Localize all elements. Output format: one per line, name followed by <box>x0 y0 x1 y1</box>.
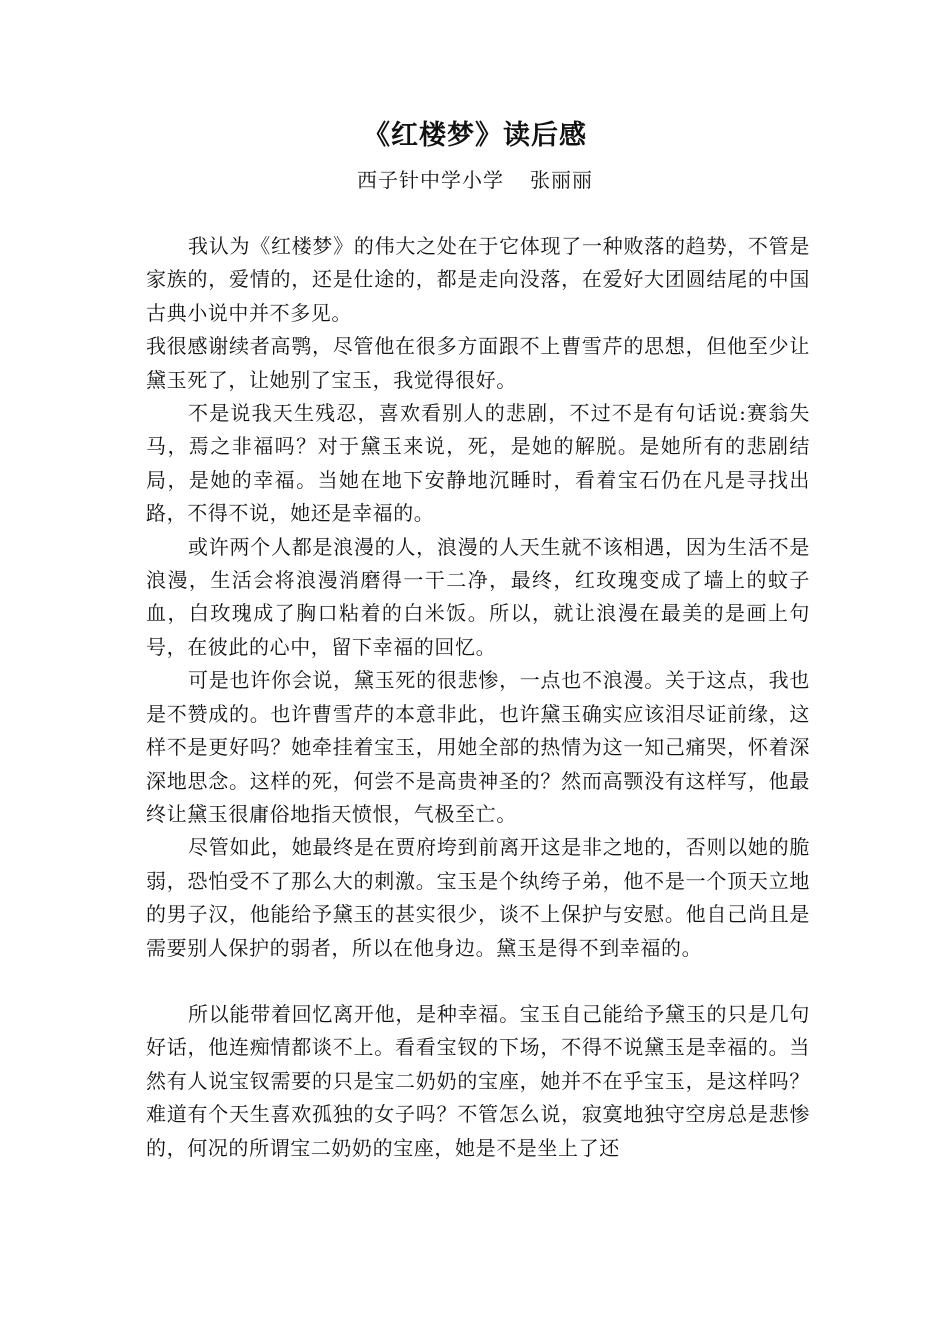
paragraph-5: 可是也许你会说，黛玉死的很悲惨，一点也不浪漫。关于这点，我也是不赞成的。也许曹雪芹的本意非此，也许黛玉确实应该泪尽证前缘，这样不是更好吗？她牵挂着宝玉，用她全部的热情为这一知己痛哭，怀着深深地思念。这样的死，何尝不是高贵神圣的？然而高颚没有这样写，他最终让黛玉很庸俗地指天愤恨，气极至亡。 <box>146 668 810 826</box>
byline <box>0 164 950 196</box>
paragraph-7: 所以能带着回忆离开他，是种幸福。宝玉自己能给予黛玉的只是几句好话，他连痴情都谈不上。看看宝钗的下场，不得不说黛玉是幸福的。当然有人说宝钗需要的只是宝二奶奶的宝座，她并不在乎宝玉，是这样吗？难道有个天生喜欢孤独的女子吗？不管怎么说，寂寞地独守空房总是悲惨的，何况的所谓宝二奶奶的宝座，她是不是坐上了还 <box>146 1001 810 1160</box>
byline-author: 张丽丽 <box>530 168 593 192</box>
paragraph-3: 不是说我天生残忍，喜欢看别人的悲剧，不过不是有句话说:赛翁失马，焉之非福吗？对于黛玉来说，死，是她的解脱。是她所有的悲剧结局，是她的幸福。当她在地下安静地沉睡时，看着宝石仍在凡是寻找出路，不得不说，她还是幸福的。 <box>146 401 810 526</box>
document-title: 《红楼梦》读后感 <box>363 120 587 151</box>
paragraph-2: 我很感谢续者高鹗，尽管他在很多方面跟不上曹雪芹的思想，但他至少让黛玉死了，让她别了宝玉，我觉得很好。 <box>146 334 810 392</box>
paragraph-4: 或许两个人都是浪漫的人，浪漫的人天生就不该相遇，因为生活不是浪漫，生活会将浪漫消磨得一干二净，最终，红玫瑰变成了墙上的蚊子血，白玫瑰成了胸口粘着的白米饭。所以，就让浪漫在最美的是画上句号，在彼此的心中，留下幸福的回忆。 <box>146 534 810 659</box>
byline-school: 西子针中学小学 <box>357 168 504 192</box>
paragraph-1: 我认为《红楼梦》的伟大之处在于它体现了一种败落的趋势，不管是家族的，爱情的，还是仕途的，都是走向没落，在爱好大团圆结尾的中国古典小说中并不多见。 <box>146 234 810 325</box>
paragraph-6: 尽管如此，她最终是在贾府垮到前离开这是非之地的，否则以她的脆弱，恐怕受不了那么大的刺激。宝玉是个纨绔子弟，他不是一个顶天立地的男子汉，他能给予黛玉的甚实很少，谈不上保护与安慰。他自己尚且是需要别人保护的弱者，所以在他身边。黛玉是得不到幸福的。 <box>146 835 810 960</box>
article-body <box>146 230 810 1165</box>
